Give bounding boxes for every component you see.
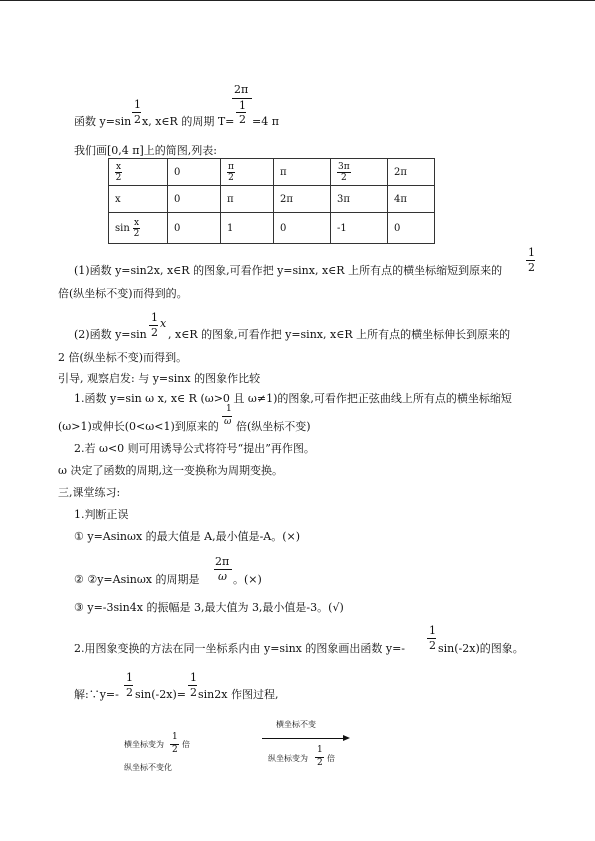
table-cell xyxy=(109,159,168,186)
table-cell: 0 xyxy=(388,213,435,244)
p15-den2: 2 xyxy=(190,686,197,699)
p3-line2: 倍(纵坐标不变)而得到的。 xyxy=(58,287,188,300)
p1-prefix: 函数 y=sin xyxy=(74,115,132,128)
p1-suffix: =4 π xyxy=(252,115,279,128)
table-cell: π xyxy=(274,159,331,186)
frac-num: x xyxy=(116,161,122,172)
p12-den: ω xyxy=(218,570,227,583)
frac-den: 2 xyxy=(115,172,122,183)
p12-prefix: ② ②y=Asinωx 的周期是 xyxy=(74,573,200,586)
arrow-line xyxy=(262,738,344,739)
frac-den: 2 xyxy=(340,172,347,183)
p3-frac-den: 2 xyxy=(528,261,535,274)
p14-suffix: sin(-2x)的图象。 xyxy=(438,642,524,655)
p14-num: 1 xyxy=(429,624,436,637)
table-cell: x xyxy=(109,186,168,213)
exercise-item-3: ③ y=-3sin4x 的振幅是 3,最大值为 3,最小值是-3。(√) xyxy=(74,601,344,614)
arrow-label: 横坐标不变 xyxy=(276,720,316,729)
table-cell xyxy=(109,213,168,244)
p15-num2: 1 xyxy=(190,671,197,684)
p4-prefix: (2)函数 y=sin xyxy=(74,328,147,341)
p4-den: 2 xyxy=(151,326,158,339)
left-den: 2 xyxy=(172,745,178,755)
p1-half-num: 1 xyxy=(134,98,141,111)
table-cell: 4π xyxy=(388,186,435,213)
table-cell: 0 xyxy=(168,159,221,186)
table-cell xyxy=(221,159,274,186)
paragraph-5: ω 决定了函数的周期,这一变换称为周期变换。 xyxy=(58,464,283,477)
right-num: 1 xyxy=(317,745,323,755)
p1-T-mid-num: 1 xyxy=(239,99,246,112)
table-cell: 0 xyxy=(274,213,331,244)
sin-label: sin xyxy=(115,222,130,234)
table-row xyxy=(109,159,435,186)
table-cell: 2π xyxy=(388,159,435,186)
table-row xyxy=(109,186,435,213)
frac-den: 2 xyxy=(228,172,234,183)
p15-suffix: sin2x 作图过程, xyxy=(198,688,279,701)
p1-half-den: 2 xyxy=(134,113,141,126)
p4-rest: , x∈R 的图象,可看作把 y=sinx, x∈R 上所有点的横坐标伸长到原来的 xyxy=(168,328,511,341)
table-cell xyxy=(331,159,388,186)
section-heading: 三,课堂练习: xyxy=(58,486,121,499)
table-cell: 1 xyxy=(221,213,274,244)
p15-prefix: 解:∵y=- xyxy=(74,688,119,701)
p6-line2-post: 倍(纵坐标不变) xyxy=(236,420,311,433)
left-num: 1 xyxy=(172,732,178,742)
p12-suffix: 。(×) xyxy=(233,573,262,586)
p6-frac-den: ω xyxy=(224,417,232,427)
p15-num1: 1 xyxy=(126,671,133,684)
right-den: 2 xyxy=(317,758,323,768)
p15-mid: sin(-2x)= xyxy=(135,688,186,701)
p3-line1: (1)函数 y=sin2x, x∈R 的图象,可看作把 y=sinx, x∈R 上所有点的横坐标缩短到原来的 xyxy=(74,264,503,277)
table-cell: 0 xyxy=(168,186,221,213)
frac-den: 2 xyxy=(133,228,140,239)
table-cell: π xyxy=(221,186,274,213)
page-top-border xyxy=(0,0,595,1)
p4-line2: 2 倍(纵坐标不变)而得到。 xyxy=(58,351,188,364)
p4-var: x xyxy=(160,317,167,330)
guide-text: 引导, 观察启发: 与 y=sinx 的图象作比较 xyxy=(58,372,261,385)
p4-num: 1 xyxy=(151,311,158,324)
arrow-right-icon xyxy=(343,735,350,741)
p12-num: 2π xyxy=(215,555,230,568)
left-bottom: 纵坐标不变化 xyxy=(124,763,172,772)
p6-line1: 1.函数 y=sin ω x, x∈ R (ω>0 且 ω≠1)的图象,可看作把正弦曲线上所有点的横坐标缩短 xyxy=(74,392,512,405)
p14-prefix: 2.用图象变换的方法在同一坐标系内由 y=sinx 的图象画出函数 y=- xyxy=(74,642,406,655)
p6-frac-num: 1 xyxy=(226,404,232,414)
exercise-item-1: ① y=Asinωx 的最大值是 A,最小值是-A。(×) xyxy=(74,530,301,543)
p14-den: 2 xyxy=(429,639,436,652)
p15-den1: 2 xyxy=(126,686,133,699)
value-table xyxy=(108,158,435,244)
table-cell: -1 xyxy=(331,213,388,244)
left-top-pre: 横坐标变为 xyxy=(124,740,164,749)
frac-num: π xyxy=(228,161,234,172)
right-post: 倍 xyxy=(327,754,335,763)
table-cell: 2π xyxy=(274,186,331,213)
frac-num: x xyxy=(133,217,140,228)
paragraph-4: 2.若 ω<0 则可用诱导公式将符号“提出”再作图。 xyxy=(74,442,315,455)
table-cell: 0 xyxy=(168,213,221,244)
p1-T-mid-den: 2 xyxy=(239,113,246,126)
table-row xyxy=(109,213,435,244)
frac-num: 3π xyxy=(338,161,350,172)
left-top-post: 倍 xyxy=(182,740,190,749)
p1-mid: x, x∈R 的周期 T= xyxy=(142,115,235,128)
table-intro: 我们画[0,4 π]上的简图,列表: xyxy=(74,144,218,157)
exercise-1-title: 1.判断正误 xyxy=(74,508,129,521)
p1-T-top: 2π xyxy=(234,83,249,96)
p6-line2-pre: (ω>1)或伸长(0<ω<1)到原来的 xyxy=(58,420,219,433)
p3-frac-num: 1 xyxy=(528,246,535,259)
right-pre: 纵坐标变为 xyxy=(268,754,308,763)
table-cell: 3π xyxy=(331,186,388,213)
